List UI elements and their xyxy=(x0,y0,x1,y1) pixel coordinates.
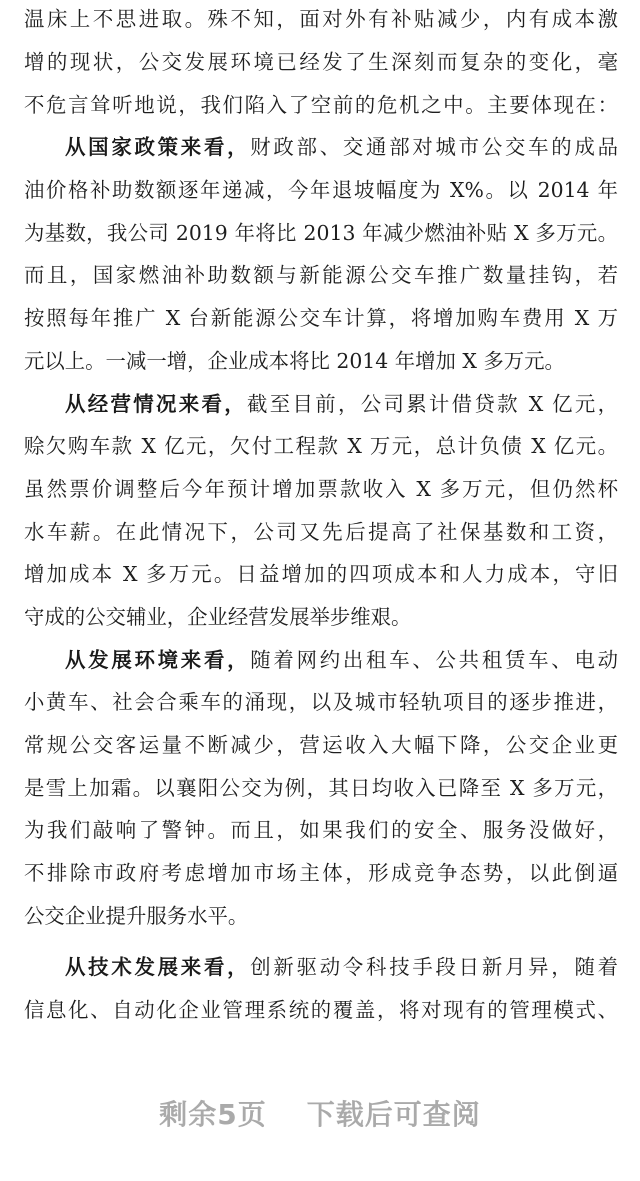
download-to-view-label: 下载后可查阅 xyxy=(306,1098,481,1131)
remaining-pages-label: 剩余5页 xyxy=(159,1098,267,1131)
text-line: 为基数，我公司 2019 年将比 2013 年减少燃油补贴 X 多万元。 xyxy=(24,220,618,245)
section-lead-technology: 从技术发展来看， xyxy=(65,955,251,980)
text-line: 水车薪。在此情况下，公司又先后提高了社保基数和工资， xyxy=(24,519,618,544)
text-line: 为我们敲响了警钟。而且，如果我们的安全、服务没做好， xyxy=(24,818,618,843)
text-line: 温床上不思进取。殊不知，面对外有补贴减少，内有成本激 xyxy=(24,7,618,31)
paragraph-environment xyxy=(24,639,618,938)
section-lead-policy: 从国家政策来看， xyxy=(65,135,251,160)
text-span: 创新驱动令科技手段日新月异，随着 xyxy=(250,955,618,980)
text-line: 不危言耸听地说，我们陷入了空前的危机之中。主要体现在： xyxy=(24,92,618,117)
text-line: 增加成本 X 多万元。日益增加的四项成本和人力成本，守旧 xyxy=(24,562,618,587)
text-line xyxy=(24,383,618,426)
text-line xyxy=(24,126,618,169)
section-lead-environment: 从发展环境来看， xyxy=(65,647,251,672)
text-line: 油价格补助数额逐年递减，今年退坡幅度为 X%。以 2014 年 xyxy=(24,178,618,203)
text-line: 小黄车、社会合乘车的涌现，以及城市轻轨项目的逐步推进， xyxy=(24,690,618,715)
section-lead-operations: 从经营情况来看， xyxy=(65,391,247,416)
text-line xyxy=(24,639,618,682)
text-line: 公交企业提升服务水平。 xyxy=(24,903,249,928)
text-span: 截至目前，公司累计借贷款 X 亿元， xyxy=(246,391,618,416)
text-span: 财政部、交通部对城市公交车的成品 xyxy=(250,135,618,160)
text-line: 信息化、自动化企业管理系统的覆盖，将对现有的管理模式、 xyxy=(24,998,618,1023)
text-line: 虽然票价调整后今年预计增加票款收入 X 多万元，但仍然杯 xyxy=(24,476,618,501)
document-body xyxy=(24,0,618,1032)
paragraph-operations xyxy=(24,383,618,639)
paragraph-policy xyxy=(24,126,618,382)
paragraph-intro xyxy=(24,0,618,126)
text-line: 增的现状，公交发展环境已经发了生深刻而复杂的变化，毫 xyxy=(24,50,618,74)
text-line: 常规公交客运量不断减少，营运收入大幅下降，公交企业更 xyxy=(24,733,618,757)
text-line: 而且，国家燃油补助数额与新能源公交车推广数量挂钩，若 xyxy=(24,263,618,288)
text-line: 按照每年推广 X 台新能源公交车计算，将增加购车费用 X 万 xyxy=(24,306,618,331)
paragraph-technology xyxy=(24,946,618,1031)
text-line: 是雪上加霜。以襄阳公交为例，其日均收入已降至 X 多万元， xyxy=(24,775,618,800)
text-line: 不排除市政府考虑增加市场主体，形成竞争态势，以此倒逼 xyxy=(24,861,618,886)
text-line: 赊欠购车款 X 亿元，欠付工程款 X 万元，总计负债 X 亿元。 xyxy=(24,434,618,459)
text-line xyxy=(24,946,618,989)
text-line: 元以上。一减一增，企业成本将比 2014 年增加 X 多万元。 xyxy=(24,348,565,373)
text-span: 随着网约出租车、公共租赁车、电动 xyxy=(250,647,618,672)
download-prompt[interactable] xyxy=(0,1093,640,1133)
text-line: 守成的公交辅业，企业经营发展举步维艰。 xyxy=(24,604,412,629)
